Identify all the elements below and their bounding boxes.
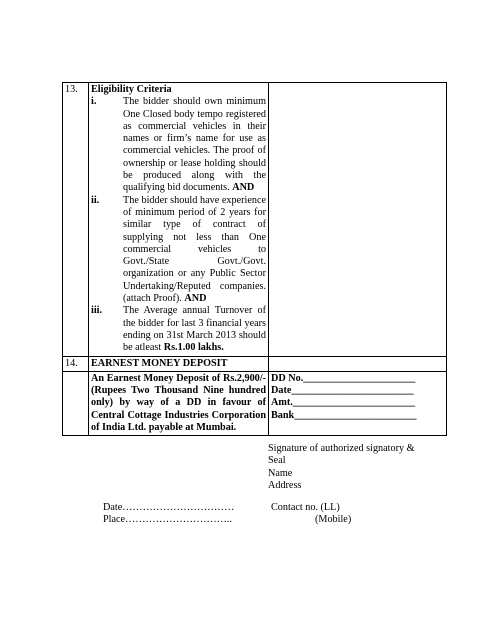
row-13-number: 13. [63, 83, 89, 357]
signature-label: Signature of authorized signatory & [268, 443, 415, 454]
criterion-text: The bidder should own minimum One Closed body tempo registered as commercial vehicles in their names or firm’s name for use as commercial vehicles. The proof of ownership or lease holding should be produced along with the qualifying bid documents. [123, 96, 266, 194]
signature-block [268, 443, 415, 492]
table-row-14-header [63, 356, 447, 371]
row-14-header-blank [269, 356, 447, 371]
name-label: Name [268, 467, 293, 479]
contact-landline: Contact no. (LL) [271, 502, 340, 513]
criterion-suffix: AND [184, 293, 207, 305]
contact-mobile: (Mobile) [315, 514, 352, 526]
criterion-suffix: AND [232, 182, 255, 194]
row-14-number-blank [63, 371, 89, 435]
dd-amount-field[interactable]: Amt.________________________ [271, 397, 416, 409]
contact-block [271, 502, 351, 527]
table-row-13 [63, 83, 447, 357]
criterion-1 [91, 96, 266, 194]
criterion-text: The Average annual Turnover of the bidder for last 3 financial years ending on 31st March 2013 should be atleast [123, 305, 266, 354]
criterion-suffix: Rs.1.00 lakhs. [163, 342, 224, 354]
criterion-number: i. [91, 96, 97, 108]
criterion-number: ii. [91, 194, 100, 206]
date-place-block [103, 502, 234, 527]
table-row-14-body [63, 371, 447, 435]
date-field[interactable]: Date…………………………… [103, 502, 235, 513]
seal-label: Seal [268, 455, 286, 467]
address-label: Address [268, 479, 302, 491]
dd-date-field[interactable]: Date________________________ [271, 385, 414, 397]
criterion-text: The bidder should have experience of minimum period of 2 years for similar type of contract of supplying not less than One commercial vehicles to Govt./State Govt./Govt. organization or any Public Sector Undertaking/Reputed companies.(attach Proof). [123, 194, 266, 305]
row-14-number: 14. [63, 356, 89, 371]
criterion-3 [91, 305, 266, 354]
place-field[interactable]: Place………………………….. [103, 514, 233, 526]
eligibility-heading: Eligibility Criteria [91, 84, 172, 95]
emd-description: An Earnest Money Deposit of Rs.2,900/- (Rupees Two Thousand Nine hundred only) by way of a DD in favour of Central Cottage Industries Corporation of India Ltd. payable at Mumbai. [89, 371, 269, 435]
dd-number-field[interactable]: DD No.______________________ [271, 372, 416, 384]
eligibility-table [62, 82, 447, 436]
criterion-number: iii. [91, 305, 103, 317]
emd-heading: EARNEST MONEY DEPOSIT [89, 356, 269, 371]
row-13-description [89, 83, 269, 357]
dd-details [269, 371, 447, 435]
dd-bank-field[interactable]: Bank________________________ [271, 409, 417, 421]
row-13-response[interactable] [269, 83, 447, 357]
criterion-2 [91, 195, 266, 306]
